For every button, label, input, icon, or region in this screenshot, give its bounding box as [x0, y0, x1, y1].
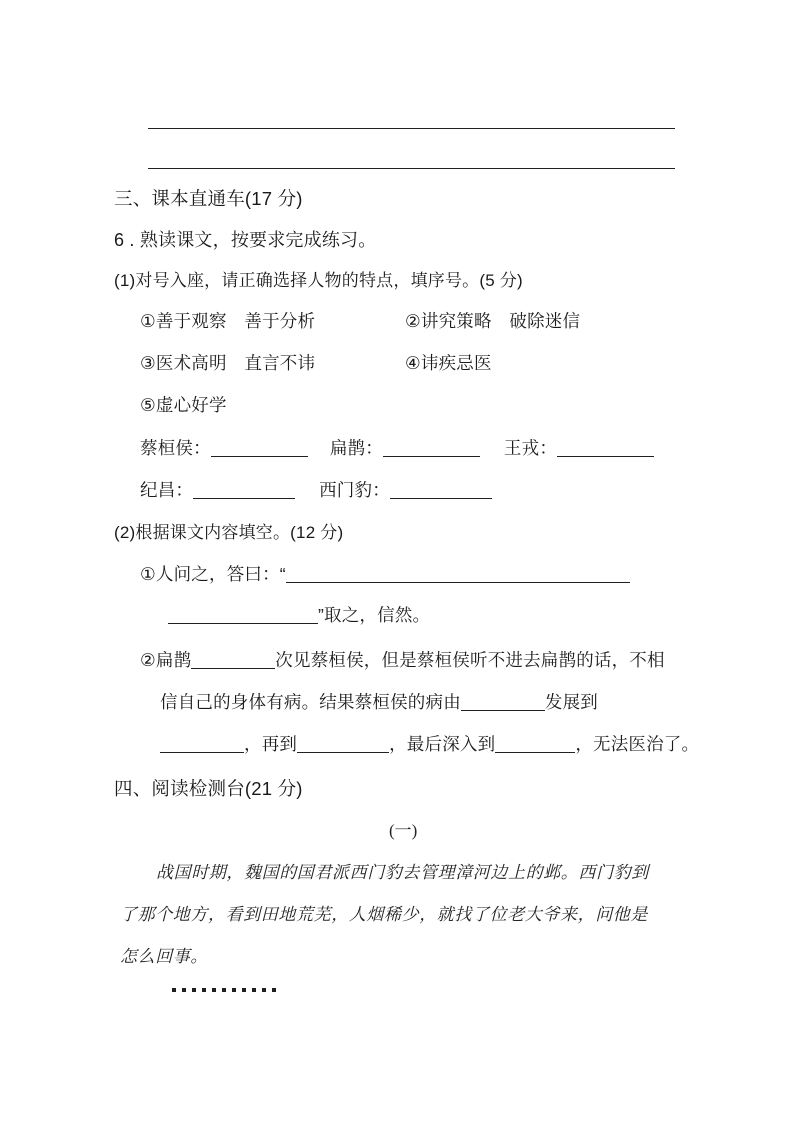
passage-line-1: 战国时期，魏国的国君派西门豹去管理漳河边上的邺。西门豹到: [156, 863, 649, 882]
answer-rule-line-2[interactable]: [148, 168, 675, 169]
blank-item1-a[interactable]: [286, 582, 630, 583]
question-6-part2-prompt: (2)根据课文内容填空。(12 分): [114, 523, 344, 542]
name-answer-row-2: [140, 482, 492, 500]
part2-item2-line3-c: ，无法医治了。: [575, 734, 700, 754]
name-answer-row-1: [140, 440, 654, 458]
option-1: ①善于观察 善于分析: [140, 311, 316, 331]
blank-ximenbao[interactable]: [390, 498, 492, 499]
part2-item2-line1: [140, 652, 665, 670]
blank-bianque[interactable]: [383, 456, 480, 457]
part2-item2-line3: [160, 736, 699, 754]
part2-item2-line3-a: ，再到: [244, 734, 298, 754]
part2-item1-prefix: ①人问之，答曰：“: [140, 564, 286, 584]
passage-line-2: 了那个地方，看到田地荒芜，人烟稀少，就找了位老大爷来，问他是: [120, 905, 648, 924]
passage-label: (一): [389, 821, 418, 840]
blank-caihuanhou[interactable]: [211, 456, 308, 457]
part2-item2-line3-b: ，最后深入到: [389, 734, 496, 754]
answer-rule-line-1[interactable]: [148, 128, 675, 129]
blank-wangrong[interactable]: [557, 456, 654, 457]
section-three-heading: 三、课本直通车(17 分): [114, 188, 303, 209]
passage-line-3: 怎么回事。: [120, 947, 208, 966]
blank-item2-stage1[interactable]: [461, 710, 545, 711]
name-label-ximenbao: 西门豹：: [319, 480, 390, 500]
question-6-part1-prompt: (1)对号入座，请正确选择人物的特点，填序号。(5 分): [114, 271, 523, 290]
name-label-bianque: 扁鹊：: [329, 438, 383, 458]
option-5: ⑤虚心好学: [140, 395, 227, 415]
part2-item2-prefix: ②扁鹊: [140, 650, 192, 670]
part2-item2-line2: [160, 694, 598, 712]
blank-item2-stage2[interactable]: [160, 752, 244, 753]
blank-item1-b[interactable]: [168, 623, 318, 624]
section-four-heading: 四、阅读检测台(21 分): [114, 778, 303, 799]
part2-item2-line2-suffix: 发展到: [544, 692, 599, 712]
name-label-caihuanhou: 蔡桓侯：: [140, 438, 211, 458]
passage-ellipsis: [172, 988, 276, 992]
part2-item1-line1: [140, 566, 630, 584]
part2-item2-line2-prefix: 信自己的身体有病。结果蔡桓侯的病由: [160, 692, 461, 712]
part2-item2-line1-rest: 次见蔡桓侯，但是蔡桓侯听不进去扁鹊的话，不相: [275, 650, 665, 670]
part2-item1-line2: [168, 607, 430, 625]
part2-item1-suffix: ”取之，信然。: [318, 605, 431, 625]
option-3: ③医术高明 直言不讳: [140, 353, 316, 373]
blank-item2-times[interactable]: [191, 668, 275, 669]
blank-item2-stage3[interactable]: [297, 752, 389, 753]
blank-item2-stage4[interactable]: [495, 752, 575, 753]
option-2: ②讲究策略 破除迷信: [405, 311, 581, 331]
option-4: ④讳疾忌医: [405, 353, 492, 373]
name-label-wangrong: 王戎：: [503, 438, 558, 458]
name-label-jichang: 纪昌：: [140, 480, 194, 500]
question-6-label: 6 . 熟读课文，按要求完成练习。: [114, 230, 377, 250]
blank-jichang[interactable]: [193, 498, 295, 499]
